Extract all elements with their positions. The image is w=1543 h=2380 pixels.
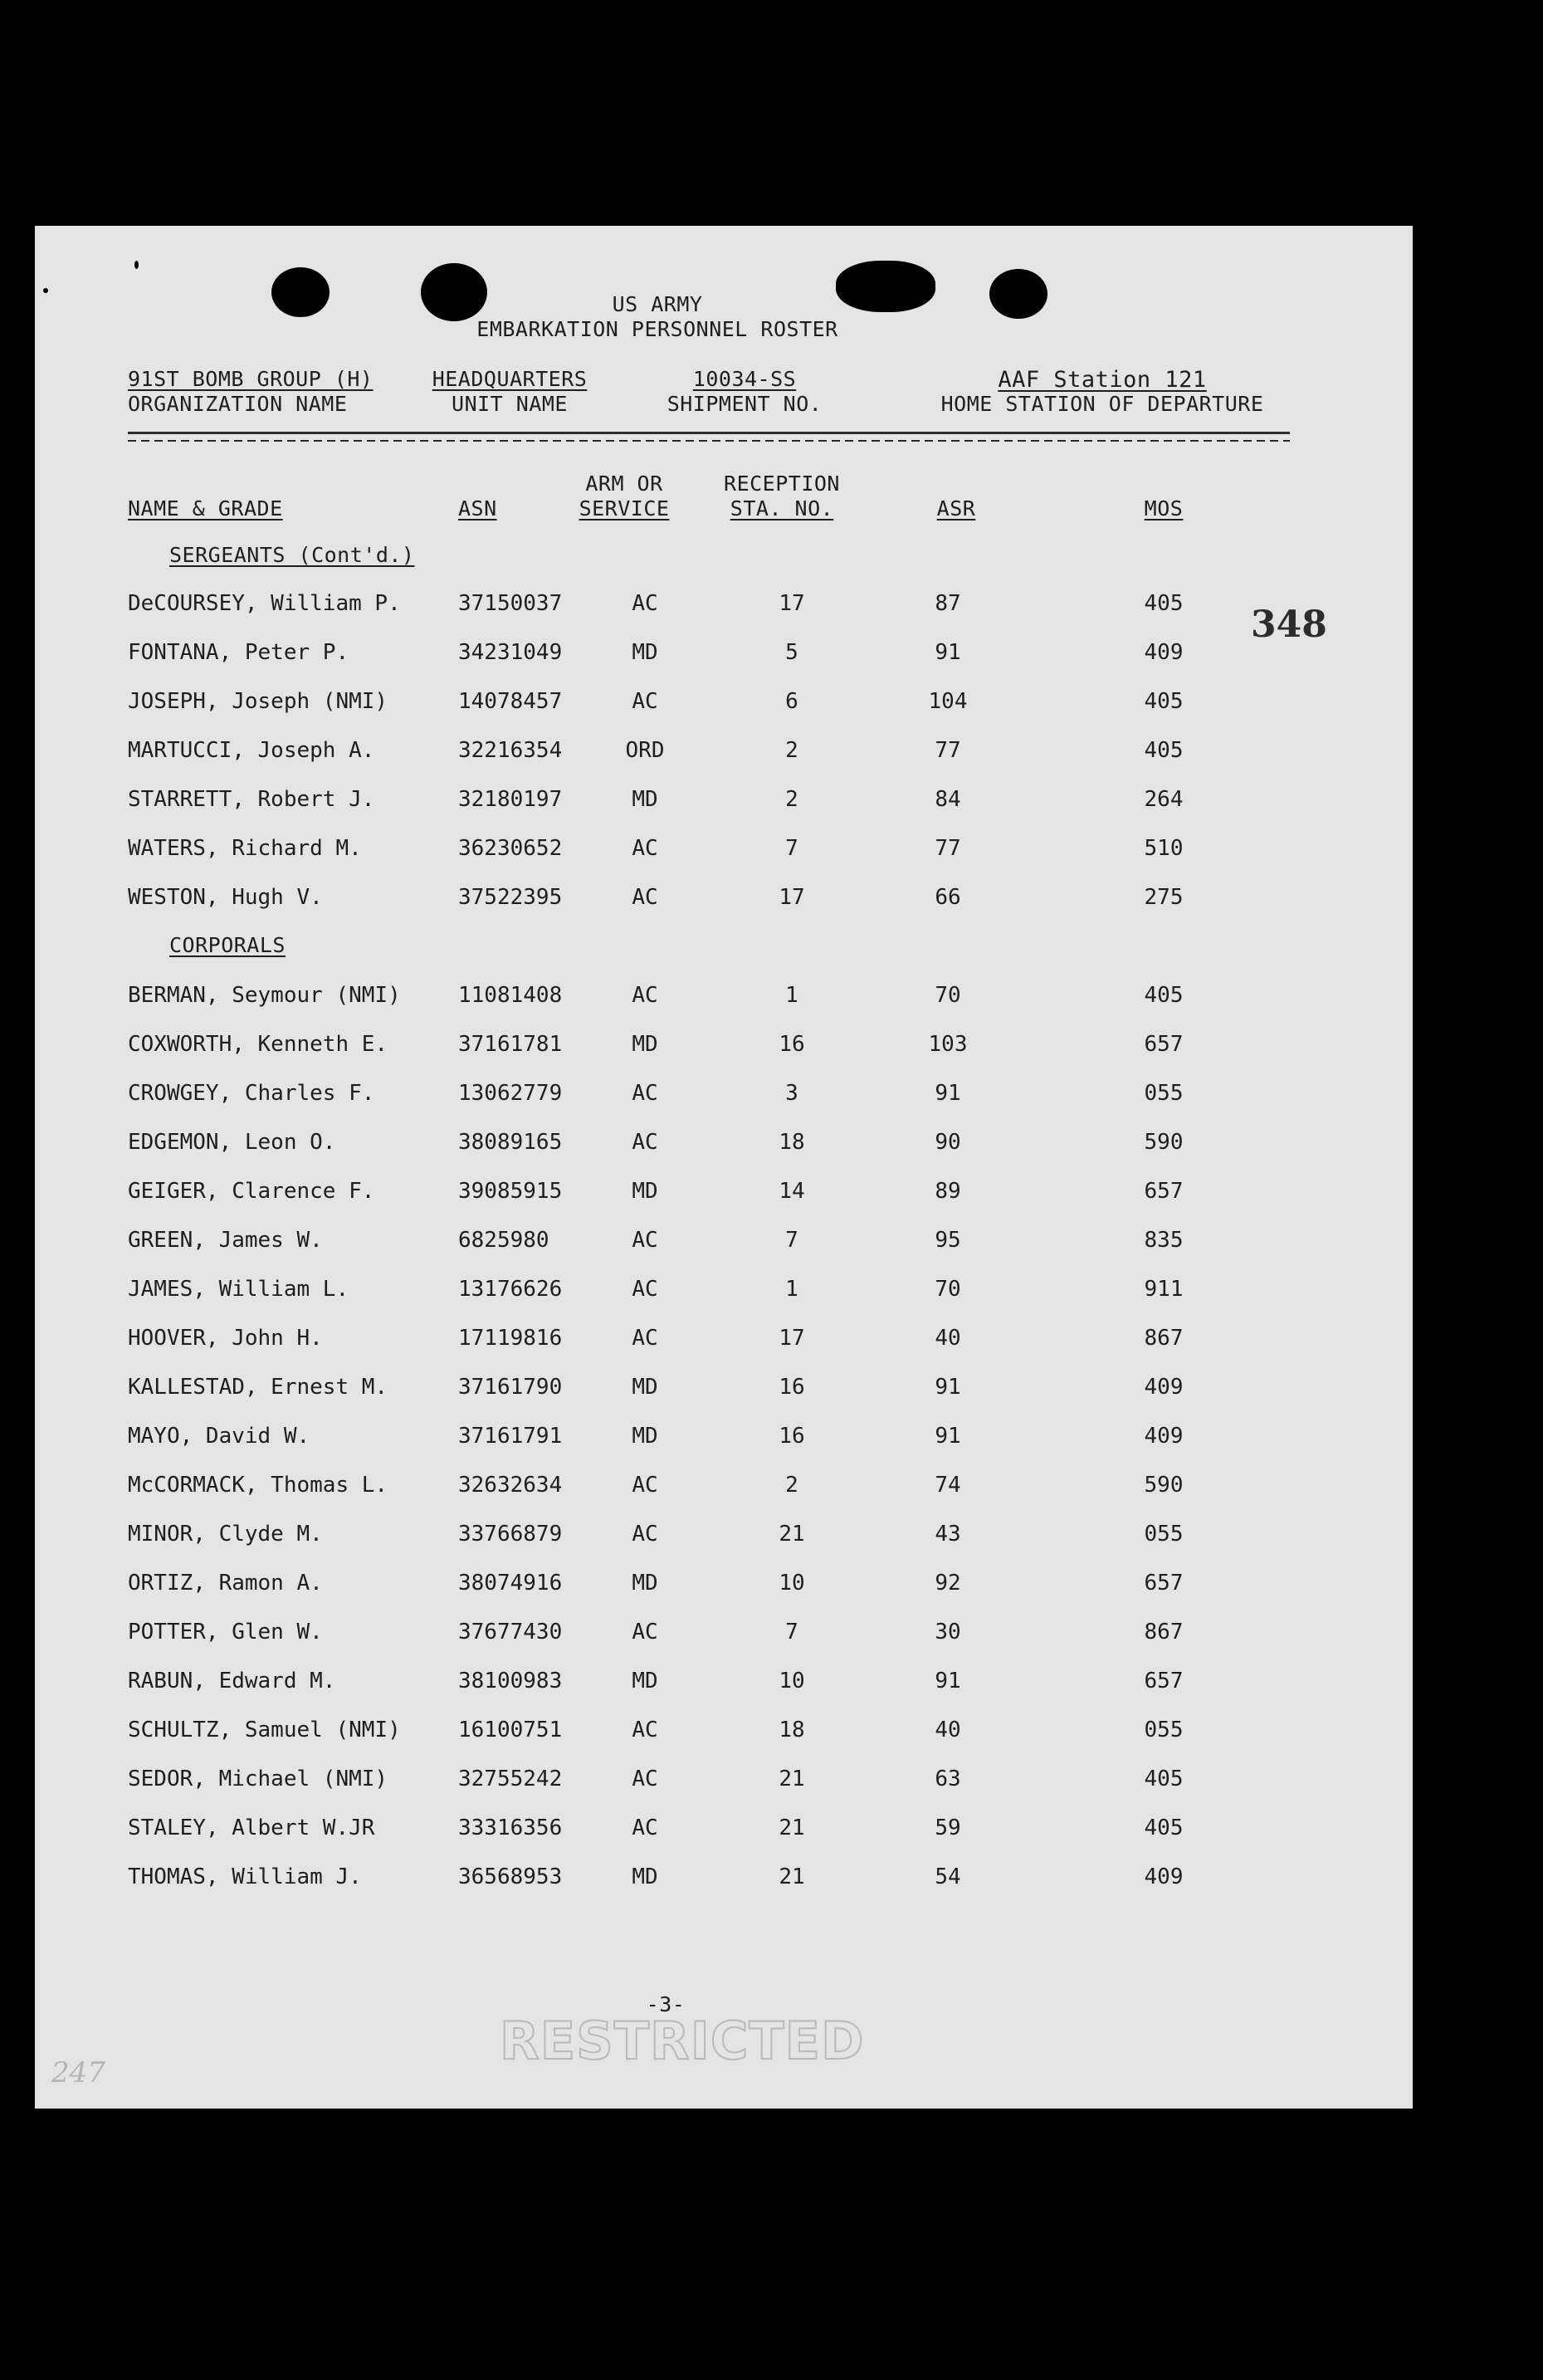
table-row	[35, 1816, 1413, 1849]
cell-asn: 38089165	[458, 1130, 563, 1155]
cell-arm: AC	[632, 1767, 658, 1791]
section-title-sergeants: SERGEANTS (Cont'd.)	[169, 543, 415, 567]
doc-title-line2: EMBARKATION PERSONNEL ROSTER	[476, 317, 838, 341]
punch-hole-right	[836, 261, 935, 312]
cell-arm: AC	[632, 591, 658, 616]
cell-asr: 70	[935, 1277, 961, 1302]
cell-asn: 38100983	[458, 1669, 563, 1693]
cell-asr: 43	[935, 1522, 961, 1547]
cell-rec: 21	[779, 1816, 805, 1840]
table-row	[35, 836, 1413, 869]
cell-asn: 13062779	[458, 1081, 563, 1106]
table-row	[35, 787, 1413, 820]
cell-arm: AC	[632, 1326, 658, 1351]
cell-asn: 36230652	[458, 836, 563, 861]
cell-name: POTTER, Glen W.	[128, 1620, 323, 1644]
table-row	[35, 1669, 1413, 1702]
col-name-header: NAME & GRADE	[128, 496, 283, 520]
ink-speck	[43, 288, 48, 293]
cell-asr: 92	[935, 1571, 961, 1596]
unit-label: UNIT NAME	[452, 392, 568, 416]
cell-rec: 6	[785, 689, 798, 714]
cell-arm: AC	[632, 1473, 658, 1498]
cell-arm: MD	[632, 1424, 658, 1449]
cell-rec: 21	[779, 1522, 805, 1547]
cell-name: HOOVER, John H.	[128, 1326, 323, 1351]
cell-asr: 104	[928, 689, 968, 714]
table-row	[35, 1424, 1413, 1457]
cell-name: CROWGEY, Charles F.	[128, 1081, 375, 1106]
cell-asr: 87	[935, 591, 961, 616]
cell-name: JAMES, William L.	[128, 1277, 349, 1302]
cell-rec: 2	[785, 1473, 798, 1498]
cell-arm: AC	[632, 1277, 658, 1302]
cell-name: GEIGER, Clarence F.	[128, 1179, 375, 1204]
cell-rec: 2	[785, 787, 798, 812]
shipment-label: SHIPMENT NO.	[667, 392, 823, 416]
cell-mos: 264	[1144, 787, 1184, 812]
cell-asr: 91	[935, 1424, 961, 1449]
cell-asr: 77	[935, 836, 961, 861]
cell-arm: AC	[632, 1228, 658, 1253]
cell-asn: 32632634	[458, 1473, 563, 1498]
cell-arm: AC	[632, 983, 658, 1008]
col-asn-header: ASN	[458, 496, 497, 520]
cell-asr: 90	[935, 1130, 961, 1155]
col-arm-header-line1: ARM OR	[585, 472, 663, 496]
cell-name: STALEY, Albert W.JR	[128, 1816, 375, 1840]
cell-rec: 17	[779, 1326, 805, 1351]
cell-asr: 77	[935, 738, 961, 763]
table-row	[35, 1473, 1413, 1506]
cell-mos: 867	[1144, 1326, 1184, 1351]
cell-arm: MD	[632, 1032, 658, 1057]
cell-rec: 17	[779, 885, 805, 910]
cell-arm: AC	[632, 836, 658, 861]
table-row	[35, 1228, 1413, 1261]
cell-mos: 657	[1144, 1032, 1184, 1057]
col-rec-header-line1: RECEPTION	[724, 472, 840, 496]
cell-mos: 405	[1144, 983, 1184, 1008]
cell-asr: 89	[935, 1179, 961, 1204]
table-row	[35, 640, 1413, 673]
table-row	[35, 1375, 1413, 1408]
cell-asr: 91	[935, 1375, 961, 1400]
header-rule	[128, 432, 1290, 434]
roster-page	[35, 226, 1413, 2109]
cell-mos: 409	[1144, 640, 1184, 665]
handwritten-number: 247	[51, 2056, 105, 2089]
cell-mos: 867	[1144, 1620, 1184, 1644]
cell-rec: 1	[785, 983, 798, 1008]
cell-mos: 657	[1144, 1669, 1184, 1693]
cell-arm: MD	[632, 1864, 658, 1889]
cell-arm: AC	[632, 1522, 658, 1547]
cell-mos: 405	[1144, 738, 1184, 763]
table-row	[35, 1718, 1413, 1751]
cell-asn: 39085915	[458, 1179, 563, 1204]
cell-asr: 91	[935, 1669, 961, 1693]
cell-rec: 17	[779, 591, 805, 616]
cell-rec: 7	[785, 1228, 798, 1253]
col-arm-header-line2: SERVICE	[579, 496, 670, 520]
organization-label: ORGANIZATION NAME	[128, 392, 348, 416]
cell-name: MAYO, David W.	[128, 1424, 310, 1449]
unit-value: HEADQUARTERS	[432, 367, 588, 391]
cell-name: McCORMACK, Thomas L.	[128, 1473, 388, 1498]
cell-arm: MD	[632, 1179, 658, 1204]
cell-arm: MD	[632, 1571, 658, 1596]
cell-name: SEDOR, Michael (NMI)	[128, 1767, 388, 1791]
table-row	[35, 1081, 1413, 1114]
cell-mos: 405	[1144, 689, 1184, 714]
table-row	[35, 1130, 1413, 1163]
cell-name: MARTUCCI, Joseph A.	[128, 738, 375, 763]
cell-asr: 54	[935, 1864, 961, 1889]
col-rec-header-line2: STA. NO.	[730, 496, 834, 520]
cell-asn: 37677430	[458, 1620, 563, 1644]
cell-asn: 34231049	[458, 640, 563, 665]
cell-mos: 911	[1144, 1277, 1184, 1302]
stamped-number: 348	[1251, 604, 1327, 646]
cell-asn: 36568953	[458, 1864, 563, 1889]
cell-arm: AC	[632, 885, 658, 910]
cell-asn: 6825980	[458, 1228, 549, 1253]
col-asr-header: ASR	[936, 496, 976, 520]
cell-asn: 37161781	[458, 1032, 563, 1057]
cell-asn: 37161791	[458, 1424, 563, 1449]
cell-arm: AC	[632, 1816, 658, 1840]
cell-asn: 32755242	[458, 1767, 563, 1791]
cell-mos: 055	[1144, 1081, 1184, 1106]
header-rule-dashed	[128, 440, 1290, 442]
cell-rec: 16	[779, 1375, 805, 1400]
cell-asn: 32216354	[458, 738, 563, 763]
cell-arm: MD	[632, 1375, 658, 1400]
cell-mos: 510	[1144, 836, 1184, 861]
table-row	[35, 1277, 1413, 1310]
cell-asn: 37161790	[458, 1375, 563, 1400]
cell-asn: 37150037	[458, 591, 563, 616]
cell-asr: 40	[935, 1326, 961, 1351]
restricted-stamp: RESTRICTED	[500, 2011, 865, 2071]
cell-mos: 657	[1144, 1179, 1184, 1204]
cell-arm: MD	[632, 1669, 658, 1693]
cell-mos: 405	[1144, 1767, 1184, 1791]
table-row	[35, 738, 1413, 771]
cell-asn: 13176626	[458, 1277, 563, 1302]
cell-asn: 16100751	[458, 1718, 563, 1742]
cell-arm: AC	[632, 1081, 658, 1106]
punch-hole-left	[271, 267, 330, 317]
cell-rec: 16	[779, 1424, 805, 1449]
cell-rec: 18	[779, 1130, 805, 1155]
cell-asr: 66	[935, 885, 961, 910]
cell-mos: 590	[1144, 1473, 1184, 1498]
cell-rec: 18	[779, 1718, 805, 1742]
cell-asn: 33316356	[458, 1816, 563, 1840]
cell-name: BERMAN, Seymour (NMI)	[128, 983, 401, 1008]
cell-name: GREEN, James W.	[128, 1228, 323, 1253]
cell-name: SCHULTZ, Samuel (NMI)	[128, 1718, 401, 1742]
cell-asn: 38074916	[458, 1571, 563, 1596]
cell-name: STARRETT, Robert J.	[128, 787, 375, 812]
col-mos-header: MOS	[1144, 496, 1184, 520]
cell-asn: 37522395	[458, 885, 563, 910]
cell-asn: 11081408	[458, 983, 563, 1008]
doc-title-line1: US ARMY	[612, 292, 703, 316]
cell-mos: 835	[1144, 1228, 1184, 1253]
cell-rec: 7	[785, 836, 798, 861]
cell-mos: 409	[1144, 1424, 1184, 1449]
ink-speck	[134, 261, 139, 269]
cell-rec: 1	[785, 1277, 798, 1302]
table-row	[35, 1179, 1413, 1212]
cell-asr: 84	[935, 787, 961, 812]
cell-asr: 91	[935, 1081, 961, 1106]
cell-arm: ORD	[625, 738, 665, 763]
cell-name: FONTANA, Peter P.	[128, 640, 349, 665]
cell-asr: 95	[935, 1228, 961, 1253]
cell-rec: 2	[785, 738, 798, 763]
cell-name: ORTIZ, Ramon A.	[128, 1571, 323, 1596]
station-value: AAF Station 121	[998, 367, 1207, 393]
cell-asn: 32180197	[458, 787, 563, 812]
cell-name: DeCOURSEY, William P.	[128, 591, 401, 616]
table-row	[35, 1864, 1413, 1898]
table-row	[35, 1032, 1413, 1065]
table-row	[35, 689, 1413, 722]
cell-asr: 70	[935, 983, 961, 1008]
cell-mos: 405	[1144, 1816, 1184, 1840]
cell-name: MINOR, Clyde M.	[128, 1522, 323, 1547]
cell-mos: 590	[1144, 1130, 1184, 1155]
cell-name: WESTON, Hugh V.	[128, 885, 323, 910]
table-row	[35, 1620, 1413, 1653]
cell-rec: 21	[779, 1864, 805, 1889]
table-row	[35, 1571, 1413, 1604]
cell-mos: 055	[1144, 1718, 1184, 1742]
cell-mos: 657	[1144, 1571, 1184, 1596]
cell-asr: 30	[935, 1620, 961, 1644]
organization-value: 91ST BOMB GROUP (H)	[128, 367, 374, 391]
cell-arm: MD	[632, 787, 658, 812]
cell-name: THOMAS, William J.	[128, 1864, 362, 1889]
cell-arm: AC	[632, 689, 658, 714]
cell-mos: 275	[1144, 885, 1184, 910]
cell-asn: 14078457	[458, 689, 563, 714]
station-label: HOME STATION OF DEPARTURE	[940, 392, 1264, 416]
cell-arm: AC	[632, 1620, 658, 1644]
cell-arm: AC	[632, 1130, 658, 1155]
cell-mos: 405	[1144, 591, 1184, 616]
table-row	[35, 1326, 1413, 1359]
table-row	[35, 1522, 1413, 1555]
cell-rec: 3	[785, 1081, 798, 1106]
cell-asn: 17119816	[458, 1326, 563, 1351]
cell-arm: AC	[632, 1718, 658, 1742]
cell-asn: 33766879	[458, 1522, 563, 1547]
table-row	[35, 1767, 1413, 1800]
cell-asr: 103	[928, 1032, 968, 1057]
cell-rec: 5	[785, 640, 798, 665]
cell-mos: 409	[1144, 1864, 1184, 1889]
table-row	[35, 591, 1413, 624]
page-number: -3-	[646, 1992, 686, 2016]
cell-name: RABUN, Edward M.	[128, 1669, 336, 1693]
cell-name: KALLESTAD, Ernest M.	[128, 1375, 388, 1400]
cell-mos: 055	[1144, 1522, 1184, 1547]
cell-asr: 74	[935, 1473, 961, 1498]
cell-asr: 63	[935, 1767, 961, 1791]
punch-hole-left-2	[421, 263, 487, 321]
cell-name: JOSEPH, Joseph (NMI)	[128, 689, 388, 714]
cell-name: EDGEMON, Leon O.	[128, 1130, 336, 1155]
cell-rec: 16	[779, 1032, 805, 1057]
cell-name: WATERS, Richard M.	[128, 836, 362, 861]
cell-rec: 10	[779, 1669, 805, 1693]
cell-rec: 10	[779, 1571, 805, 1596]
cell-asr: 91	[935, 640, 961, 665]
cell-rec: 14	[779, 1179, 805, 1204]
table-row	[35, 983, 1413, 1016]
punch-hole-right-2	[989, 269, 1047, 319]
cell-rec: 7	[785, 1620, 798, 1644]
cell-name: COXWORTH, Kenneth E.	[128, 1032, 388, 1057]
cell-rec: 21	[779, 1767, 805, 1791]
cell-asr: 40	[935, 1718, 961, 1742]
cell-mos: 409	[1144, 1375, 1184, 1400]
cell-asr: 59	[935, 1816, 961, 1840]
cell-arm: MD	[632, 640, 658, 665]
table-row	[35, 885, 1413, 918]
section-title-corporals: CORPORALS	[169, 933, 286, 957]
shipment-value: 10034-SS	[692, 367, 797, 391]
